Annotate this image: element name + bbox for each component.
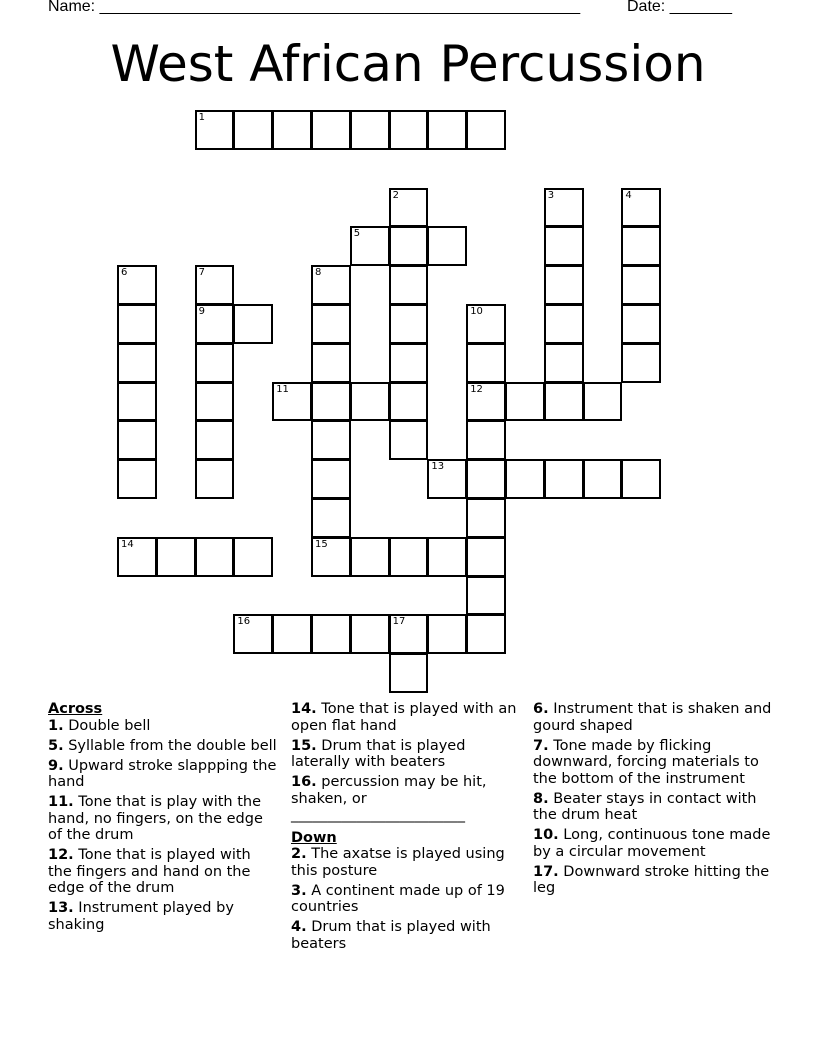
grid-cell[interactable]: [117, 537, 157, 577]
grid-cell[interactable]: [466, 343, 506, 383]
grid-cell[interactable]: [195, 110, 235, 150]
grid-cell[interactable]: [117, 382, 157, 422]
grid-cell[interactable]: [311, 382, 351, 422]
clue-number: 3: [547, 189, 555, 201]
grid-cell[interactable]: [233, 110, 273, 150]
clue-across-15: 15. Drum that is played laterally with beaters: [291, 737, 466, 770]
clue-number: 12: [470, 383, 483, 395]
clue-column-1: [48, 701, 278, 937]
grid-cell[interactable]: [505, 459, 545, 499]
answer-blank-line: ________________________: [291, 807, 465, 823]
clue-down-8: 8. Beater stays in contact with the drum heat: [533, 790, 757, 823]
grid-cell[interactable]: [195, 304, 235, 344]
clue-across-5: 5. Syllable from the double bell: [48, 737, 277, 754]
grid-cell[interactable]: [311, 304, 351, 344]
clue-across-12: 12. Tone that is played with the fingers and hand on the edge of the drum: [48, 847, 251, 896]
clue-down-2: 2. The axatse is played using this posture: [291, 846, 505, 879]
grid-cell[interactable]: [621, 226, 661, 266]
grid-cell[interactable]: [311, 537, 351, 577]
clue-down-17: 17. Downward stroke hitting the leg: [533, 863, 770, 896]
grid-cell[interactable]: [117, 265, 157, 305]
grid-cell[interactable]: [621, 304, 661, 344]
clue-number: 16: [237, 616, 251, 628]
clue-number: 7: [198, 267, 205, 279]
clue-across-11: 11. Tone that is play with the hand, no fingers, on the edge of the drum: [48, 794, 263, 843]
clue-down-4: 4. Drum that is played with beaters: [291, 919, 491, 952]
grid-cell[interactable]: [427, 537, 467, 577]
grid-cell[interactable]: [311, 420, 351, 460]
grid-cell[interactable]: [466, 382, 506, 422]
grid-cell[interactable]: [389, 188, 429, 228]
clue-number: 5: [353, 228, 361, 240]
clue-across-16: 16. percussion may be hit, shaken, or ________________________: [291, 774, 521, 824]
clue-column-2: [291, 701, 521, 956]
grid-cell[interactable]: [389, 653, 429, 693]
grid-cell[interactable]: [466, 498, 506, 538]
grid-cell[interactable]: [350, 110, 390, 150]
grid-cell[interactable]: [195, 382, 235, 422]
grid-cell[interactable]: [389, 265, 429, 305]
clue-number: 11: [276, 383, 289, 395]
clue-column-3: [533, 701, 773, 900]
clue-number: 15: [315, 538, 328, 550]
grid-cell[interactable]: [466, 304, 506, 344]
grid-cell[interactable]: [117, 304, 157, 344]
grid-cell[interactable]: [117, 343, 157, 383]
clue-across-14: 14. Tone that is played with an open flat hand: [291, 701, 517, 734]
grid-cell[interactable]: [466, 576, 506, 616]
grid-cell[interactable]: [156, 537, 196, 577]
clue-across-9: 9. Upward stroke slappping the hand: [48, 757, 277, 790]
clue-number: 4: [625, 189, 632, 201]
grid-cell[interactable]: [195, 459, 235, 499]
clue-number: 1: [198, 112, 205, 123]
grid-cell[interactable]: [505, 382, 545, 422]
grid-cell[interactable]: [272, 110, 312, 150]
grid-cell[interactable]: [272, 382, 312, 422]
clue-number: 10: [470, 306, 483, 317]
grid-cell[interactable]: [621, 459, 661, 499]
clue-number: 6: [121, 267, 128, 279]
grid-cell[interactable]: [311, 498, 351, 538]
clue-number: 17: [392, 616, 406, 628]
grid-cell[interactable]: [621, 343, 661, 383]
name-field-label: Name: ______________________________________________________: [48, 0, 581, 15]
page-title: West African Percussion: [110, 35, 706, 93]
clue-number: 8: [315, 267, 322, 279]
grid-cell[interactable]: [544, 459, 584, 499]
clue-number: 2: [392, 189, 399, 201]
grid-cell[interactable]: [544, 382, 584, 422]
grid-cell[interactable]: [466, 537, 506, 577]
grid-cell[interactable]: [233, 537, 273, 577]
grid-cell[interactable]: [350, 226, 390, 266]
grid-cell[interactable]: [583, 459, 623, 499]
grid-cell[interactable]: [427, 110, 467, 150]
grid-cell[interactable]: [389, 226, 429, 266]
grid-cell[interactable]: [389, 614, 429, 654]
clue-across-13: 13. Instrument played by shaking: [48, 900, 234, 933]
grid-cell[interactable]: [350, 382, 390, 422]
down-heading: Down: [291, 829, 337, 846]
across-heading: Across: [48, 701, 103, 717]
grid-cell[interactable]: [389, 110, 429, 150]
grid-cell[interactable]: [195, 343, 235, 383]
grid-cell[interactable]: [621, 188, 661, 228]
clue-number: 14: [121, 538, 134, 550]
grid-cell[interactable]: [311, 265, 351, 305]
grid-cell[interactable]: [544, 188, 584, 228]
grid-cell[interactable]: [389, 382, 429, 422]
grid-cell[interactable]: [311, 343, 351, 383]
grid-cell[interactable]: [195, 265, 235, 305]
grid-cell[interactable]: [544, 304, 584, 344]
clue-down-3: 3. A continent made up of 19 countries: [291, 882, 505, 915]
grid-cell[interactable]: [389, 304, 429, 344]
grid-cell[interactable]: [466, 459, 506, 499]
date-field-label: Date: _______: [627, 0, 732, 15]
grid-cell[interactable]: [544, 343, 584, 383]
clue-number: 13: [431, 461, 445, 473]
grid-cell[interactable]: [117, 459, 157, 499]
grid-cell[interactable]: [195, 420, 235, 460]
clue-down-6: 6. Instrument that is shaken and gourd shaped: [533, 701, 772, 734]
grid-cell[interactable]: [466, 420, 506, 460]
grid-cell[interactable]: [350, 537, 390, 577]
grid-cell[interactable]: [389, 537, 429, 577]
grid-cell[interactable]: [233, 304, 273, 344]
grid-cell[interactable]: [311, 110, 351, 150]
grid-cell[interactable]: [350, 614, 390, 654]
grid-cell[interactable]: [466, 614, 506, 654]
grid-cell[interactable]: [311, 459, 351, 499]
grid-cell[interactable]: [233, 614, 273, 654]
clue-down-10: 10. Long, continuous tone made by a circular movement: [533, 827, 771, 860]
grid-cell[interactable]: [311, 614, 351, 654]
grid-cell[interactable]: [272, 614, 312, 654]
grid-cell[interactable]: [583, 382, 623, 422]
clue-down-7: 7. Tone made by flicking downward, forcing materials to the bottom of the instrument: [533, 737, 759, 787]
grid-cell[interactable]: [195, 537, 235, 577]
clue-number: 9: [198, 306, 205, 317]
clue-across-1: 1. Double bell: [48, 717, 151, 734]
grid-cell[interactable]: [621, 265, 661, 305]
grid-cell[interactable]: [544, 226, 584, 266]
grid-cell[interactable]: [427, 226, 467, 266]
grid-cell[interactable]: [389, 420, 429, 460]
grid-cell[interactable]: [466, 110, 506, 150]
grid-cell[interactable]: [117, 420, 157, 460]
grid-cell[interactable]: [427, 614, 467, 654]
grid-cell[interactable]: [427, 459, 467, 499]
grid-cell[interactable]: [389, 343, 429, 383]
grid-cell[interactable]: [544, 265, 584, 305]
